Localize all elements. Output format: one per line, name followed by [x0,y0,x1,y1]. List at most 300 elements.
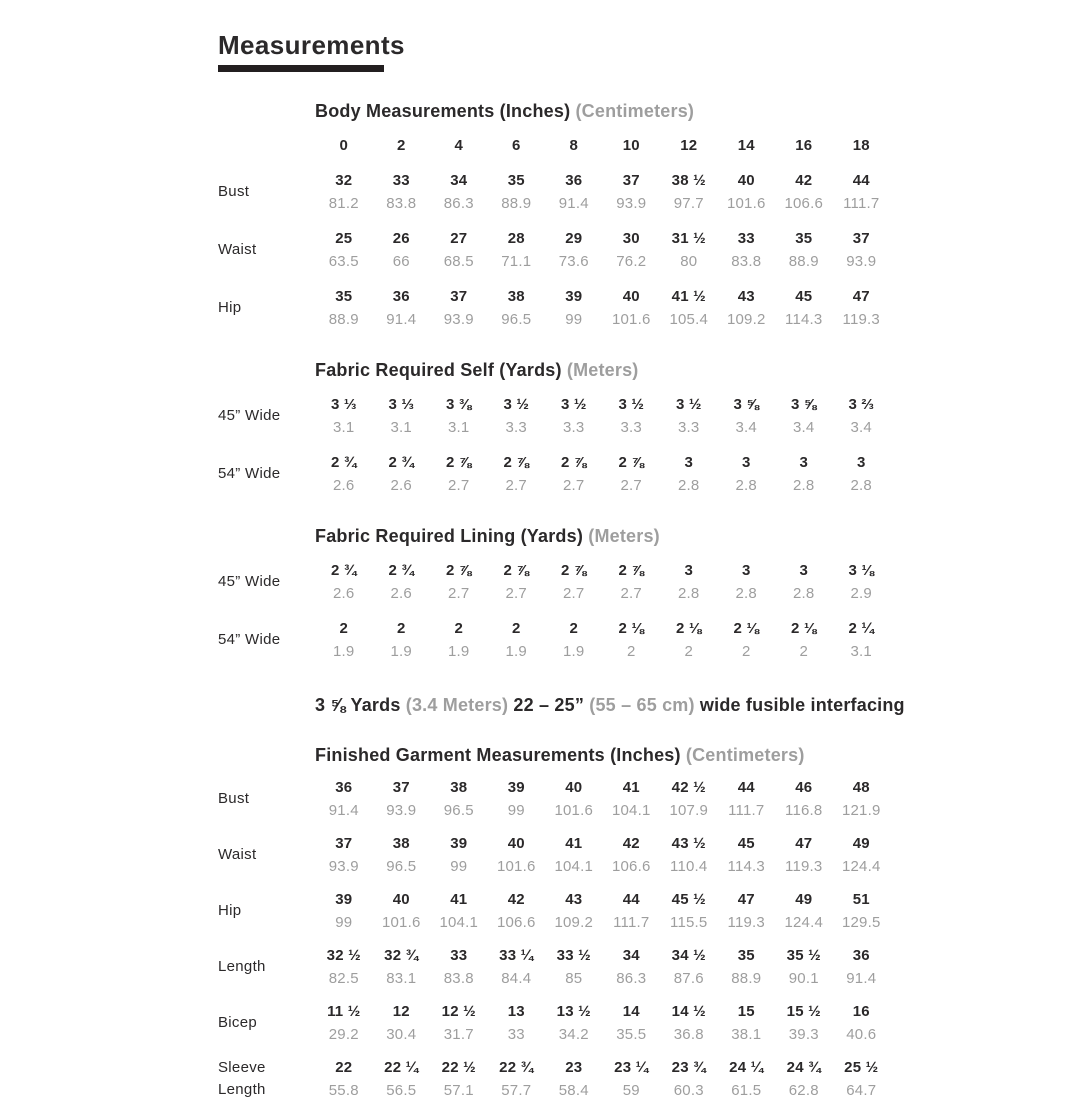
value-cell [315,1056,373,1102]
value-primary: 43 ½ [671,835,706,852]
value-secondary: 2.8 [793,477,815,494]
value-cell [373,227,431,273]
value-secondary: 86.3 [616,970,647,987]
value-cell [315,227,373,273]
section-title-main: Finished Garment Measurements (Inches) [315,745,681,765]
value-cell [373,617,431,663]
value-cell [833,393,891,439]
value-cell [430,227,488,273]
value-secondary: 99 [450,858,468,875]
value-primary: 25 [335,230,353,247]
value-primary: 49 [852,835,870,852]
value-primary: 3 [799,454,809,471]
value-secondary: 38.1 [731,1026,762,1043]
value-cell [373,1056,431,1102]
value-secondary: 3.3 [563,419,585,436]
value-cell [488,169,546,215]
value-cell [775,832,833,878]
value-cell [430,1056,488,1102]
value-cell [430,888,488,934]
value-primary: 2 ⅛ [733,620,760,637]
value-cell [660,832,718,878]
value-primary: 13 ½ [556,1003,591,1020]
value-cell [718,944,776,990]
value-secondary: 62.8 [788,1082,819,1099]
value-secondary: 121.9 [841,802,881,819]
value-primary: 40 [507,835,525,852]
value-primary: 49 [795,891,813,908]
value-primary: 2 ⅛ [790,620,817,637]
value-primary: 14 [622,1003,640,1020]
row-label: Bust [218,183,250,200]
value-secondary: 82.5 [328,970,359,987]
value-primary: 38 [392,835,410,852]
value-secondary: 111.7 [728,802,765,819]
value-cell [373,393,431,439]
value-secondary: 81.2 [328,195,359,212]
value-primary: 48 [852,779,870,796]
value-primary: 47 [852,288,870,305]
value-secondary: 29.2 [328,1026,359,1043]
row-label: 54” Wide [218,631,281,648]
table-row [218,1056,898,1102]
value-secondary: 57.1 [443,1082,474,1099]
value-cell [545,559,603,605]
value-secondary: 2.8 [678,585,700,602]
value-primary: 35 [507,172,525,189]
value-cell [718,888,776,934]
value-cell [488,617,546,663]
row-label: Waist [218,846,257,863]
table-row [218,451,898,497]
value-secondary: 2 [799,643,809,660]
finished-garment-table [218,744,898,1102]
row-label: Hip [218,902,242,919]
value-secondary: 58.4 [558,1082,589,1099]
value-primary: 45 ½ [671,891,706,908]
value-cell [488,393,546,439]
value-secondary: 96.5 [501,311,532,328]
value-secondary: 2.6 [390,585,412,602]
value-secondary: 2.6 [333,585,355,602]
value-secondary: 2.7 [620,477,642,494]
size-header-cell [718,134,776,157]
value-secondary: 88.9 [788,253,819,270]
value-primary: 42 [507,891,525,908]
value-cell [660,227,718,273]
value-secondary: 3.1 [850,643,872,660]
value-secondary: 2.7 [620,585,642,602]
value-primary: 24 ¼ [729,1059,764,1076]
value-cell [833,832,891,878]
value-cell [603,559,661,605]
row-label: Waist [218,241,257,258]
size-header-cell [373,134,431,157]
value-cell [315,944,373,990]
value-secondary: 36.8 [673,1026,704,1043]
value-primary: 37 [450,288,468,305]
value-secondary: 106.6 [496,914,536,931]
section-title-sub: (Meters) [566,360,639,380]
value-cell [430,559,488,605]
size-value: 12 [680,137,698,154]
value-cell [430,776,488,822]
value-secondary: 96.5 [443,802,474,819]
value-primary: 2 ⅞ [445,454,472,471]
table-row [218,832,898,878]
value-cell [603,169,661,215]
value-primary: 24 ¾ [786,1059,821,1076]
value-cell [545,169,603,215]
value-primary: 14 ½ [671,1003,706,1020]
value-secondary: 93.9 [443,311,474,328]
value-primary: 2 ⅛ [618,620,645,637]
value-cell [430,451,488,497]
interfacing-yards: 3 ⅝ Yards [315,695,401,715]
value-secondary: 39.3 [788,1026,819,1043]
value-cell [545,227,603,273]
value-primary: 42 ½ [671,779,706,796]
value-primary: 2 [511,620,521,637]
value-primary: 2 [569,620,579,637]
value-primary: 2 ¾ [388,562,415,579]
value-primary: 47 [795,835,813,852]
value-primary: 44 [852,172,870,189]
value-cell [718,451,776,497]
value-secondary: 68.5 [443,253,474,270]
value-secondary: 61.5 [731,1082,762,1099]
value-cell [775,776,833,822]
value-secondary: 1.9 [563,643,585,660]
value-primary: 3 ⅝ [733,396,760,413]
value-secondary: 88.9 [328,311,359,328]
value-primary: 22 ¾ [499,1059,534,1076]
value-secondary: 3.4 [850,419,872,436]
table-row [218,169,898,215]
value-primary: 37 [852,230,870,247]
value-secondary: 83.1 [386,970,417,987]
value-primary: 2 ⅞ [618,454,645,471]
value-secondary: 90.1 [788,970,819,987]
size-value: 10 [622,137,640,154]
value-secondary: 3.4 [793,419,815,436]
value-secondary: 2.7 [505,585,527,602]
row-label: Bust [218,790,250,807]
value-cell [718,832,776,878]
value-secondary: 83.8 [443,970,474,987]
value-primary: 43 [565,891,583,908]
value-cell [545,1000,603,1046]
value-primary: 37 [392,779,410,796]
value-secondary: 86.3 [443,195,474,212]
value-secondary: 2.7 [505,477,527,494]
value-primary: 41 [622,779,640,796]
value-secondary: 2 [741,643,751,660]
value-cell [373,1000,431,1046]
value-cell [545,451,603,497]
size-header-cell [315,134,373,157]
value-cell [373,559,431,605]
value-cell [373,832,431,878]
value-cell [603,393,661,439]
value-primary: 39 [450,835,468,852]
value-cell [430,832,488,878]
value-primary: 38 [450,779,468,796]
value-primary: 3 ⅛ [848,562,875,579]
table-row [218,617,898,663]
value-cell [775,1056,833,1102]
value-cell [488,559,546,605]
body-and-fabric-tables [218,100,898,663]
value-secondary: 30.4 [386,1026,417,1043]
value-primary: 44 [737,779,755,796]
value-cell [833,1000,891,1046]
value-primary: 34 [622,947,640,964]
value-secondary: 33 [507,1026,525,1043]
value-primary: 2 ⅞ [503,562,530,579]
value-primary: 22 ½ [441,1059,476,1076]
value-secondary: 109.2 [726,311,766,328]
value-secondary: 114.3 [727,858,765,875]
value-secondary: 101.6 [554,802,594,819]
value-primary: 41 ½ [671,288,706,305]
value-cell [545,285,603,331]
value-primary: 36 [335,779,353,796]
value-secondary: 101.6 [496,858,536,875]
value-primary: 37 [622,172,640,189]
value-cell [315,169,373,215]
row-label: Hip [218,299,242,316]
value-primary: 3 [741,454,751,471]
value-secondary: 3.1 [333,419,355,436]
value-secondary: 93.9 [328,858,359,875]
value-primary: 51 [852,891,870,908]
value-secondary: 87.6 [673,970,704,987]
value-primary: 3 ½ [503,396,530,413]
value-primary: 23 ¾ [671,1059,706,1076]
size-value: 2 [396,137,406,154]
section-title [315,744,898,766]
value-secondary: 57.7 [501,1082,532,1099]
section-title-main: Body Measurements (Inches) [315,101,571,121]
value-primary: 15 [737,1003,755,1020]
value-cell [315,559,373,605]
value-cell [373,944,431,990]
value-secondary: 124.4 [784,914,824,931]
value-cell [833,559,891,605]
value-primary: 3 [856,454,866,471]
value-secondary: 109.2 [554,914,594,931]
value-cell [833,285,891,331]
interfacing-width-inches: 22 – 25” [513,695,585,715]
size-value: 18 [852,137,870,154]
value-secondary: 76.2 [616,253,647,270]
value-secondary: 3.4 [735,419,757,436]
table-row [218,559,898,605]
value-secondary: 64.7 [846,1082,877,1099]
value-primary: 26 [392,230,410,247]
value-secondary: 2.6 [390,477,412,494]
value-secondary: 63.5 [328,253,359,270]
interfacing-meters: (3.4 Meters) [405,695,509,715]
size-value: 16 [795,137,813,154]
value-secondary: 80 [680,253,698,270]
size-value: 8 [569,137,579,154]
section-title-sub: (Centimeters) [575,101,695,121]
table-row [218,888,898,934]
value-secondary: 104.1 [439,914,479,931]
value-cell [660,776,718,822]
value-cell [775,1000,833,1046]
value-primary: 3 ⅜ [445,396,472,413]
value-primary: 39 [565,288,583,305]
value-primary: 40 [565,779,583,796]
value-primary: 3 ½ [618,396,645,413]
value-primary: 2 ¾ [330,562,357,579]
value-primary: 34 [450,172,468,189]
value-cell [660,393,718,439]
value-secondary: 1.9 [505,643,527,660]
value-primary: 39 [507,779,525,796]
value-primary: 35 [335,288,353,305]
value-secondary: 111.7 [613,914,650,931]
value-secondary: 83.8 [386,195,417,212]
value-primary: 3 ⅝ [790,396,817,413]
value-primary: 23 ¼ [614,1059,649,1076]
table-row [218,285,898,331]
value-secondary: 2.7 [448,477,470,494]
value-secondary: 114.3 [785,311,823,328]
title-underline [218,65,384,72]
value-secondary: 2.7 [448,585,470,602]
table-row [218,944,898,990]
value-secondary: 101.6 [726,195,766,212]
value-cell [315,451,373,497]
value-secondary: 116.8 [785,802,823,819]
value-cell [430,393,488,439]
value-secondary: 119.3 [785,858,823,875]
value-primary: 2 ⅞ [618,562,645,579]
value-cell [775,559,833,605]
section-title [315,100,898,122]
value-primary: 2 [339,620,349,637]
value-primary: 2 ¾ [388,454,415,471]
value-cell [660,1000,718,1046]
value-cell [488,227,546,273]
value-cell [488,1056,546,1102]
value-secondary: 40.6 [846,1026,877,1043]
row-label: 45” Wide [218,573,281,590]
value-primary: 39 [335,891,353,908]
value-secondary: 85 [565,970,583,987]
value-cell [430,285,488,331]
size-header-cell [775,134,833,157]
value-secondary: 93.9 [616,195,647,212]
value-cell [430,944,488,990]
value-secondary: 2.9 [850,585,872,602]
value-primary: 38 ½ [671,172,706,189]
value-primary: 12 [392,1003,410,1020]
value-secondary: 2.6 [333,477,355,494]
value-primary: 42 [622,835,640,852]
value-cell [660,944,718,990]
size-header-cell [660,134,718,157]
value-secondary: 119.3 [842,311,880,328]
value-primary: 45 [795,288,813,305]
value-cell [488,832,546,878]
value-primary: 46 [795,779,813,796]
value-primary: 3 [741,562,751,579]
value-primary: 2 ⅞ [560,454,587,471]
value-secondary: 110.4 [670,858,708,875]
value-cell [833,451,891,497]
value-primary: 33 [392,172,410,189]
value-primary: 3 ⅔ [848,396,875,413]
interfacing-width-cm: (55 – 65 cm) [589,695,695,715]
value-cell [488,944,546,990]
value-secondary: 88.9 [731,970,762,987]
value-primary: 32 ½ [326,947,361,964]
value-primary: 3 [799,562,809,579]
value-secondary: 3.1 [448,419,470,436]
value-secondary: 31.7 [443,1026,474,1043]
value-cell [775,888,833,934]
size-header-cell [488,134,546,157]
value-primary: 3 ⅓ [388,396,415,413]
value-secondary: 106.6 [611,858,651,875]
value-primary: 3 [684,454,694,471]
value-cell [315,285,373,331]
value-secondary: 56.5 [386,1082,417,1099]
value-cell [488,451,546,497]
value-primary: 40 [737,172,755,189]
value-cell [775,227,833,273]
value-secondary: 97.7 [673,195,704,212]
interfacing-tail: wide fusible interfacing [699,695,905,715]
value-primary: 36 [392,288,410,305]
value-cell [603,776,661,822]
value-secondary: 2.8 [678,477,700,494]
value-primary: 33 ½ [556,947,591,964]
value-secondary: 99 [335,914,353,931]
value-primary: 2 [396,620,406,637]
value-cell [660,617,718,663]
row-label: 54” Wide [218,465,281,482]
value-secondary: 2.8 [735,477,757,494]
value-cell [373,776,431,822]
value-primary: 22 ¼ [384,1059,419,1076]
size-header-cell [545,134,603,157]
value-cell [833,776,891,822]
value-cell [603,617,661,663]
value-cell [545,1056,603,1102]
value-secondary: 35.5 [616,1026,647,1043]
value-cell [833,944,891,990]
value-primary: 35 [795,230,813,247]
value-cell [833,888,891,934]
value-primary: 36 [852,947,870,964]
value-secondary: 60.3 [673,1082,704,1099]
value-primary: 15 ½ [786,1003,821,1020]
value-primary: 45 [737,835,755,852]
value-secondary: 99 [565,311,583,328]
value-primary: 36 [565,172,583,189]
value-primary: 27 [450,230,468,247]
value-cell [545,776,603,822]
value-primary: 2 ⅛ [675,620,702,637]
value-secondary: 96.5 [386,858,417,875]
value-secondary: 93.9 [846,253,877,270]
